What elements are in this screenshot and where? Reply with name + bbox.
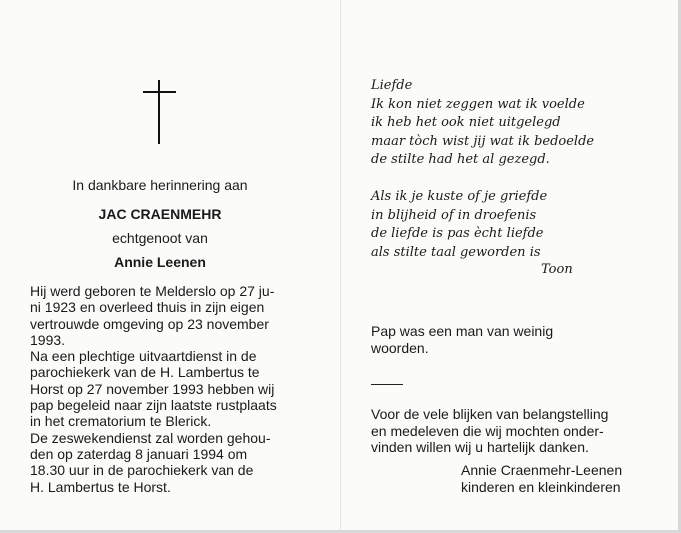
poem-stanza-2 (371, 188, 547, 262)
poem-author: Toon (541, 262, 573, 277)
poem-line: als stilte taal geworden is (371, 244, 541, 260)
bio-line: Na een plechtige uitvaartdienst in de (30, 348, 257, 365)
thanks-line: en medeleven die wij mochten onder- (371, 422, 604, 439)
biography (30, 283, 294, 495)
bio-line: pap begeleid naar zijn laatste rustplaats (30, 397, 277, 414)
bio-line: Hij werd geboren te Melderslo op 27 ju- (30, 283, 275, 299)
thanks-line: Voor de vele blijken van belangstelling (371, 406, 609, 422)
divider (371, 384, 403, 385)
poem-line: Als ik je kuste of je griefde (371, 189, 548, 204)
bio-line: vertrouwde omgeving op 23 november (30, 315, 269, 332)
poem-line: ik heb het ook niet uitgelegd (371, 115, 561, 130)
poem-line: de stilte had het al gezegd. (371, 152, 550, 167)
intro-text: In dankbare herinnering aan (72, 177, 248, 193)
poem-line: in blijheid of in droefenis (371, 207, 537, 223)
thanks (371, 406, 608, 456)
remark-line: Pap was een man van weinig (371, 323, 554, 339)
card-fold-line (340, 0, 341, 533)
bio-line: in het crematorium te Blerick. (30, 413, 212, 430)
bio-line: parochiekerk van de H. Lambertus te (30, 364, 260, 381)
bio-line: H. Lambertus te Horst. (30, 478, 171, 495)
remark (371, 323, 553, 356)
spouse-name: Annie Leenen (114, 254, 206, 270)
poem-title: Liefde (371, 78, 413, 93)
remark-line: woorden. (371, 339, 429, 356)
bio-line: ni 1923 en overleed thuis in zijn eigen (30, 299, 265, 316)
bio-line: den op zaterdag 8 januari 1994 om (30, 445, 248, 462)
relation-text: echtgenoot van (112, 230, 208, 246)
deceased-name: JAC CRAENMEHR (98, 206, 222, 222)
cross-icon (143, 80, 176, 144)
poem-stanza-1 (371, 77, 594, 170)
signatory-line: kinderen en kleinkinderen (461, 478, 621, 495)
signatories (461, 462, 622, 496)
bio-line: 1993. (30, 331, 66, 348)
poem-line: Ik kon niet zeggen wat ik voelde (371, 96, 585, 112)
bio-line: 18.30 uur in de parochiekerk van de (30, 462, 254, 479)
bio-line: De zeswekendienst zal worden gehou- (30, 429, 271, 446)
thanks-line: vinden willen wij u hartelijk danken. (371, 439, 589, 455)
bio-line: Horst op 27 november 1993 hebben wij (30, 380, 275, 397)
poem-line: de liefde is pas ècht liefde (371, 226, 544, 241)
signatory-line: Annie Craenmehr-Leenen (461, 462, 623, 478)
poem-line: maar tòch wist jij wat ik bedoelde (371, 133, 595, 149)
